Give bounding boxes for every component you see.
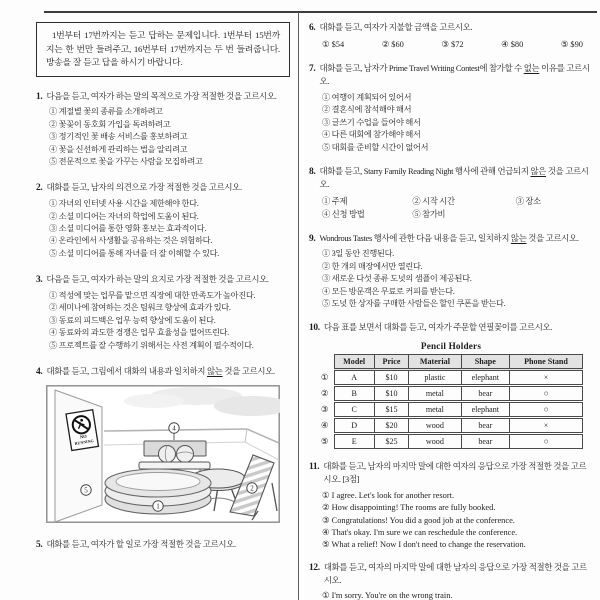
right-column <box>309 16 593 600</box>
option: ⑤ 대회를 준비할 시간이 없어서 <box>322 142 429 152</box>
option: ② $60 <box>381 39 404 49</box>
cell-shape: elephant <box>461 370 509 386</box>
question-prompt: 대화를 듣고, 여자가 지불할 금액을 고르시오. <box>319 23 473 32</box>
option: ① I'm sorry. You're on the wrong train. <box>322 591 453 600</box>
option: ③ 소셜 미디어를 통한 영화 홍보는 효과적이다. <box>49 223 207 233</box>
option: ③ $72 <box>441 39 464 49</box>
question-number: 3. <box>36 275 43 286</box>
option: ① 주제 <box>322 196 348 206</box>
question-1 <box>36 91 290 169</box>
cell-model: B <box>334 386 374 402</box>
prompt-text: 것을 고르시오. <box>526 233 579 243</box>
question-number: 11. <box>309 462 320 473</box>
cell-material: wood <box>409 418 461 434</box>
question-prompt: 대화를 듣고, 여자가 할 일로 가장 적절한 것을 고르시오. <box>46 539 236 549</box>
column-divider <box>298 12 299 600</box>
cell-material: metal <box>409 386 461 402</box>
empty-header-cell <box>317 355 334 370</box>
question-prompt: 다음을 듣고, 여자가 하는 말의 요지로 가장 적절한 것을 고르시오. <box>46 275 269 285</box>
question-12 <box>309 562 593 600</box>
question-prompt: 다음을 듣고, 여자가 하는 말의 목적으로 가장 적절한 것을 고르시오. <box>46 91 277 101</box>
listening-instruction-box <box>36 22 290 77</box>
options-list <box>309 590 593 600</box>
option: ④ $80 <box>501 39 524 49</box>
options-list <box>309 92 593 154</box>
option: ⑤ What a relief! Now I don't need to change the reservation. <box>322 540 526 550</box>
cell-price: $10 <box>374 386 408 402</box>
row-choice-number: ③ <box>320 404 329 415</box>
options-list <box>309 39 593 52</box>
question-10 <box>309 322 593 449</box>
question-number: 7. <box>309 64 316 75</box>
option: ④ 다른 대회에 참가해야 해서 <box>322 130 421 140</box>
options-list <box>309 195 593 221</box>
cell-price: $25 <box>374 434 408 449</box>
question-number: 12. <box>309 562 320 573</box>
option: ① 여행이 계획되어 있어서 <box>322 92 412 102</box>
question-5 <box>36 539 290 552</box>
table-row <box>317 434 583 449</box>
cell-phone-stand: ○ <box>510 402 583 418</box>
options-list <box>36 290 290 352</box>
question-8 <box>309 166 593 221</box>
option: ③ 새로운 다섯 종류 도넛의 샘플이 제공된다. <box>322 274 472 284</box>
cell-material: metal <box>409 402 461 418</box>
label-2 <box>247 483 257 493</box>
options-list <box>309 490 593 552</box>
question-3 <box>36 274 290 352</box>
option: ⑤ 프로젝트를 잘 수행하기 위해서는 사전 계획이 필수적이다. <box>49 340 254 350</box>
question-2 <box>36 182 290 260</box>
question-9 <box>309 233 593 311</box>
prompt-text: Wondrous Tastes 행사에 관한 다음 내용을 듣고, 일치하지 <box>319 233 511 243</box>
cell-model: C <box>334 402 374 418</box>
question-prompt: 대화를 듣고, 남자의 마지막 말에 대한 여자의 응답으로 가장 적절한 것을 고르시오. [3점] <box>323 462 587 484</box>
prompt-text: 대화를 듣고, Starry Family Reading Night 행사에 관해 언급되지 <box>319 166 531 176</box>
prompt-underlined-text: 않은 <box>530 166 547 176</box>
prompt-underlined-text: 않는 <box>510 233 527 243</box>
table-title: Pencil Holders <box>420 341 482 352</box>
option: ③ Congratulations! You did a good job at the conference. <box>322 515 515 525</box>
question-prompt <box>319 63 593 89</box>
question-number: 6. <box>309 23 316 33</box>
instruction-text: 1번부터 17번까지는 듣고 답하는 문제입니다. 1번부터 15번까지는 한 번만 들려주고, 16번부터 17번까지는 두 번 들려줍니다. 방송을 잘 듣고 답을 하시기 바랍니다. <box>46 30 280 67</box>
question-prompt <box>319 166 593 192</box>
cell-shape: elephant <box>461 402 509 418</box>
left-column <box>36 22 290 552</box>
row-choice-number: ④ <box>320 420 329 431</box>
option: ⑤ 소셜 미디어를 통해 자녀를 더 잘 이해할 수 있다. <box>49 248 219 258</box>
option: ④ 동료와의 과도한 경쟁은 업무 효율성을 떨어뜨린다. <box>49 328 229 338</box>
question-11 <box>309 461 593 552</box>
options-list <box>36 198 290 260</box>
question-number: 9. <box>309 233 316 244</box>
left-wall <box>55 390 102 522</box>
table-row <box>317 386 583 402</box>
prompt-text: 대화를 듣고, 그림에서 대화의 내용과 일치하지 <box>46 366 208 376</box>
no-running-sign <box>66 410 98 451</box>
cell-shape: bear <box>461 434 509 449</box>
pencil-holders-table <box>317 354 583 449</box>
prompt-text: 이유를 고르시오. <box>319 64 590 87</box>
question-number: 8. <box>309 166 316 177</box>
option: ⑤ 참가비 <box>412 209 446 219</box>
option: ② How disappointing! The rooms are fully booked. <box>322 503 496 513</box>
option: ② 소셜 미디어는 자녀의 학업에 도움이 된다. <box>49 211 199 221</box>
question-4 <box>36 366 290 523</box>
cell-model: E <box>334 434 374 449</box>
option: ③ 장소 <box>515 196 541 206</box>
question-prompt <box>46 366 290 379</box>
prompt-text: 것을 고르시오. <box>222 366 275 376</box>
option: ① 계절별 꽃의 종류를 소개하려고 <box>49 107 163 117</box>
cell-shape: bear <box>461 418 509 434</box>
cell-phone-stand: ○ <box>510 434 583 449</box>
row-choice-number: ⑤ <box>320 435 329 446</box>
option: ⑤ 전문적으로 꽃을 가꾸는 사람을 모집하려고 <box>49 156 203 166</box>
option: ④ 꽃을 신선하게 관리하는 법을 알리려고 <box>49 144 188 154</box>
cell-model: D <box>334 418 374 434</box>
column-header: Shape <box>461 355 509 370</box>
option: ② 시작 시간 <box>412 196 455 206</box>
option: ③ 동료의 피드백은 업무 능력 향상에 도움이 된다. <box>49 315 216 325</box>
question-number: 1. <box>36 91 43 102</box>
question-number: 5. <box>36 539 43 550</box>
cell-phone-stand: × <box>510 370 583 386</box>
option: ③ 정기적인 꽃 배송 서비스를 홍보하려고 <box>49 132 188 142</box>
option: ② 결혼식에 참석해야 해서 <box>322 105 412 115</box>
option: ② 한 개의 매장에서만 열린다. <box>322 261 423 271</box>
pool-scene-illustration <box>46 385 280 523</box>
table-row <box>317 418 583 434</box>
option: ⑤ $90 <box>560 39 583 49</box>
svg-text:4: 4 <box>172 424 176 433</box>
question-prompt <box>319 233 593 246</box>
row-choice-number: ② <box>320 388 329 399</box>
option: ① 3일 동안 진행된다. <box>322 249 394 259</box>
option: ② 세미나에 참여하는 것은 팀워크 향상에 효과가 있다. <box>49 303 231 313</box>
option: ② 꽃꽂이 동호회 가입을 독려하려고 <box>49 119 171 129</box>
options-list <box>36 106 290 168</box>
table-row <box>317 402 583 418</box>
question-number: 4. <box>36 366 43 377</box>
cell-model: A <box>334 370 374 386</box>
question-prompt: 다음 표를 보면서 대화를 듣고, 여자가 주문할 연필꽂이를 고르시오. <box>323 323 553 333</box>
option: ⑤ 도넛 한 상자를 구매한 사람들은 할인 쿠폰을 받는다. <box>322 298 506 308</box>
page-top-rule <box>44 11 597 13</box>
question-prompt: 대화를 듣고, 남자의 의견으로 가장 적절한 것을 고르시오. <box>46 183 242 193</box>
label-1 <box>153 501 163 511</box>
column-header: Phone Stand <box>510 355 583 370</box>
option: ④ 온라인에서 사생활을 공유하는 것은 위험하다. <box>49 236 212 246</box>
option: ④ 모든 방문객은 무료로 커피를 받는다. <box>322 286 455 296</box>
cell-material: plastic <box>409 370 461 386</box>
question-6 <box>309 22 593 51</box>
table-row <box>317 370 583 386</box>
sign-text-line2: RUNNING <box>74 437 94 446</box>
cell-price: $20 <box>374 418 408 434</box>
option: ① 자녀의 인터넷 사용 시간을 제한해야 한다. <box>49 199 199 209</box>
question-4-picture <box>46 385 280 523</box>
option: ④ 신청 방법 <box>322 209 365 219</box>
option: ④ That's okay. I'm sure we can reschedule the conference. <box>322 527 518 537</box>
cell-material: wood <box>409 434 461 449</box>
column-header: Model <box>334 355 374 370</box>
column-header: Price <box>374 355 408 370</box>
question-number: 2. <box>36 183 43 194</box>
prompt-underlined-text: 않는 <box>207 366 223 376</box>
options-list <box>309 248 593 310</box>
prompt-underlined-text: 없는 <box>523 64 540 74</box>
option: ③ 글쓰기 수업을 들어야 해서 <box>322 117 421 127</box>
cell-phone-stand: × <box>510 418 583 434</box>
prompt-text: 것을 고르시오. <box>319 166 589 189</box>
question-prompt: 대화를 듣고, 여자의 마지막 말에 대한 남자의 응답으로 가장 적절한 것을 고르시오. <box>323 562 587 585</box>
svg-text:1: 1 <box>156 502 160 511</box>
question-number: 10. <box>309 323 320 334</box>
ball-icon <box>159 445 176 462</box>
svg-text:5: 5 <box>84 486 88 495</box>
option: ① I agree. Let's look for another resort. <box>322 490 455 500</box>
pencil-holders-table-block <box>309 340 593 449</box>
prompt-text: 대화를 듣고, 남자가 Prime Travel Writing Contest에 참가할 수 <box>319 64 524 74</box>
option: ① 적성에 맞는 업무를 맡으면 직장에 대한 만족도가 높아진다. <box>49 290 256 300</box>
sign-text-line1: NO <box>79 433 88 440</box>
row-choice-number: ① <box>320 372 329 383</box>
svg-text:2: 2 <box>250 484 254 493</box>
label-5 <box>81 485 91 495</box>
table-header-row <box>317 355 583 370</box>
cell-phone-stand: ○ <box>510 386 583 402</box>
question-7 <box>309 63 593 154</box>
cell-price: $15 <box>374 402 408 418</box>
cell-price: $10 <box>374 370 408 386</box>
option: ① $54 <box>322 39 345 49</box>
ball-icon <box>177 445 194 462</box>
cell-shape: bear <box>461 386 509 402</box>
column-header: Material <box>409 355 461 370</box>
